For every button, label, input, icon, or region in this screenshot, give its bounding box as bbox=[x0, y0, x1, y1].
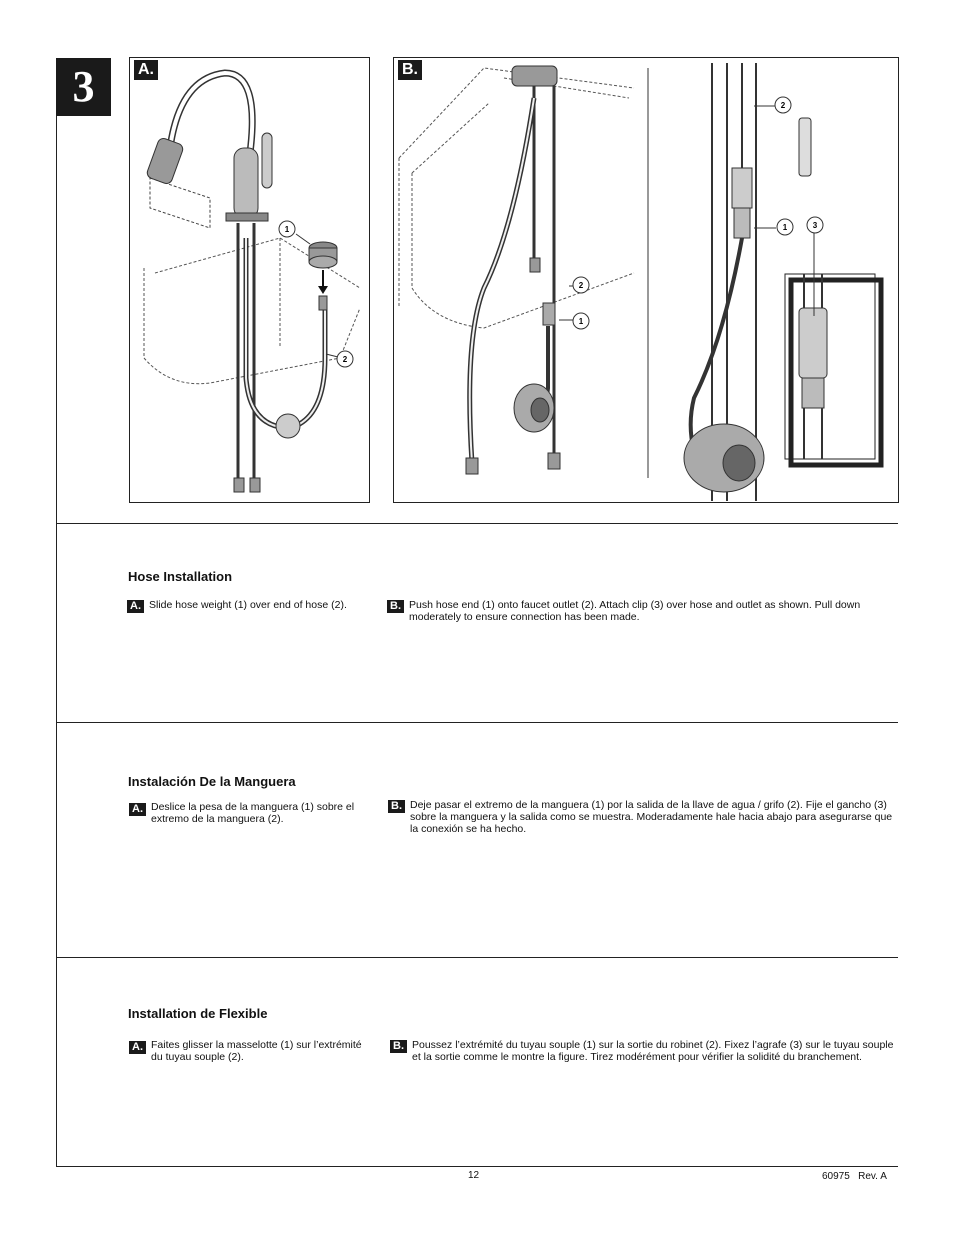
spanish-step-b-tag: B. bbox=[388, 800, 405, 813]
panel-a-callout-2 bbox=[337, 351, 353, 367]
french-step-b-tag: B. bbox=[390, 1040, 407, 1053]
panel-b-label: B. bbox=[398, 60, 422, 80]
svg-text:1: 1 bbox=[782, 223, 788, 232]
spanish-step-a-tag: A. bbox=[129, 803, 146, 816]
hose-clip-connection-drawing bbox=[394, 58, 898, 502]
spanish-step-b-text: Deje pasar el extremo de la manguera (1) por la salida de la llave de agua / grifo (2). Fije el gancho (3) sobre la manguera y la salida como se muestra. Moderadamente hale hacia abajo para asegurarse que la conexión se ha hecho. bbox=[410, 799, 893, 835]
panel-b-callout-2 bbox=[775, 97, 791, 113]
section-divider-2 bbox=[56, 722, 898, 723]
french-step-a-text: Faites glisser la masselotte (1) sur l’extrémité du tuyau souple (2). bbox=[151, 1039, 362, 1063]
page-number: 12 bbox=[468, 1170, 480, 1181]
english-step-b-text: Push hose end (1) onto faucet outlet (2). Attach clip (3) over hose and outlet as shown. Pull down moderately to ensure connection has been made. bbox=[409, 599, 861, 623]
step-number-badge: 3 bbox=[56, 58, 111, 116]
svg-text:2: 2 bbox=[780, 101, 786, 110]
panel-b-left-callout-2 bbox=[573, 277, 589, 293]
english-step-b-tag: B. bbox=[387, 600, 404, 613]
svg-text:2: 2 bbox=[342, 355, 348, 364]
section-divider-1 bbox=[56, 523, 898, 524]
section-title-spanish: Instalación De la Manguera bbox=[128, 774, 296, 789]
faucet-hose-weight-drawing bbox=[130, 58, 369, 502]
panel-b-callout-3 bbox=[807, 217, 823, 233]
section-title-english: Hose Installation bbox=[128, 569, 233, 584]
panel-b-left-callout-1 bbox=[573, 313, 589, 329]
illustration-panel-a bbox=[129, 57, 370, 503]
section-title-french: Installation de Flexible bbox=[128, 1006, 268, 1021]
panel-a-label: A. bbox=[134, 60, 158, 80]
svg-text:1: 1 bbox=[284, 225, 290, 234]
illustration-panel-b bbox=[393, 57, 899, 503]
svg-text:2: 2 bbox=[578, 281, 584, 290]
svg-text:1: 1 bbox=[578, 317, 584, 326]
english-step-a-tag: A. bbox=[127, 600, 144, 613]
french-step-b-text: Poussez l’extrémité du tuyau souple (1) sur la sortie du robinet (2). Fixez l’agrafe (3) sur le tuyau souple et la sortie comme le montre la figure. Tirez modérément pour vérifier la solidité du branchement. bbox=[412, 1039, 894, 1063]
svg-text:3: 3 bbox=[812, 221, 818, 230]
panel-a-callout-1 bbox=[279, 221, 295, 237]
left-border-line bbox=[56, 116, 57, 1167]
section-divider-3 bbox=[56, 957, 898, 958]
section-divider-bottom bbox=[56, 1166, 898, 1167]
french-step-a-tag: A. bbox=[129, 1041, 146, 1054]
document-id: 60975 Rev. A bbox=[822, 1171, 887, 1182]
spanish-step-a-text: Deslice la pesa de la manguera (1) sobre el extremo de la manguera (2). bbox=[151, 801, 355, 825]
english-step-a-text: Slide hose weight (1) over end of hose (2). bbox=[149, 599, 347, 611]
panel-b-callout-1 bbox=[777, 219, 793, 235]
